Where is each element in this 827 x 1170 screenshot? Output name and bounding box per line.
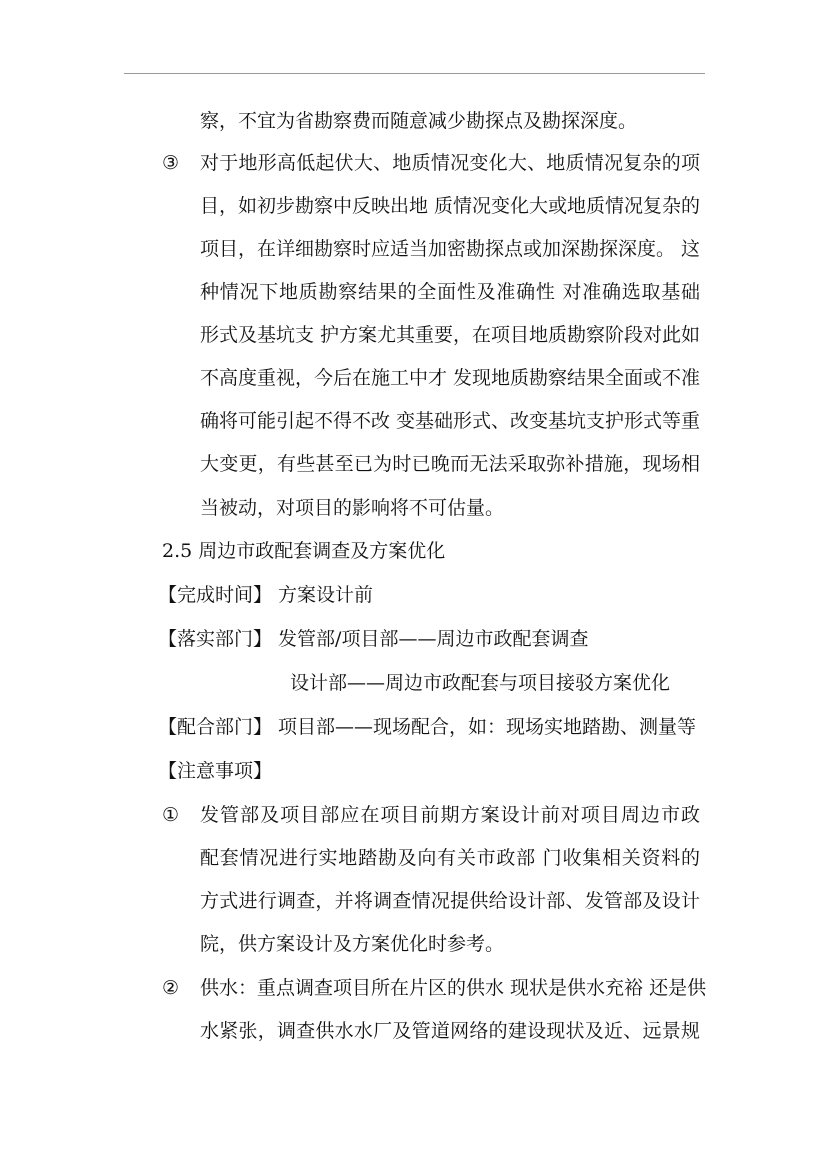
- paragraph-line: 确将可能引起不得不改 变基础形式、改变基坑支护形式等重: [200, 410, 701, 432]
- paragraph-line: 目，如初步勘察中反映出地 质情况变化大或地质情况复杂的: [200, 195, 701, 217]
- paragraph-line: 院，供方案设计及方案优化时参考。: [200, 933, 505, 955]
- paragraph-line: 种情况下地质勘察结果的全面性及准确性 对准确选取基础: [200, 281, 700, 303]
- responsible-dept-2: 设计部——周边市政配套与项目接驳方案优化: [290, 672, 671, 694]
- list-marker-2: ②: [162, 977, 180, 999]
- completion-time: 【完成时间】 方案设计前: [158, 584, 374, 606]
- paragraph-line: 水紧张，调查供水水厂及管道网络的建设现状及近、远景规: [200, 1020, 700, 1042]
- paragraph-line: 察，不宜为省勘察费而随意减少勘探点及勘探深度。: [200, 110, 638, 132]
- list-marker-1: ①: [162, 804, 180, 826]
- paragraph-line: 对于地形高低起伏大、地质情况变化大、地质情况复杂的项: [200, 152, 700, 174]
- paragraph-line: 不高度重视，今后在施工中才 发现地质勘察结果全面或不准: [200, 367, 701, 389]
- paragraph-line: 形式及基坑支 护方案尤其重要，在项目地质勘察阶段对此如: [200, 324, 701, 346]
- header-rule: [124, 73, 705, 74]
- paragraph-line: 发管部及项目部应在项目前期方案设计前对项目周边市政: [200, 804, 700, 826]
- section-heading: 2.5 周边市政配套调查及方案优化: [162, 540, 446, 562]
- paragraph-line: 方式进行调查，并将调查情况提供给设计部、发管部及设计: [200, 890, 700, 912]
- paragraph-line: 项目，在详细勘察时应适当加密勘探点或加深勘探深度。 这: [200, 238, 701, 260]
- paragraph-line: 大变更，有些甚至已为时已晚而无法采取弥补措施，现场相: [200, 453, 700, 475]
- paragraph-line: 配套情况进行实地踏勘及向有关市政部 门收集相关资料的: [200, 847, 700, 869]
- paragraph-line: 供水：重点调查项目所在片区的供水 现状是供水充裕 还是供: [200, 977, 707, 999]
- responsible-dept: 【落实部门】 发管部/项目部——周边市政配套调查: [158, 628, 589, 650]
- list-marker-3: ③: [162, 152, 180, 174]
- cooperating-dept: 【配合部门】 项目部——现场配合，如：现场实地踏勘、测量等: [158, 716, 697, 738]
- paragraph-line: 当被动，对项目的影响将不可估量。: [200, 497, 505, 519]
- notes-heading: 【注意事项】: [158, 760, 273, 782]
